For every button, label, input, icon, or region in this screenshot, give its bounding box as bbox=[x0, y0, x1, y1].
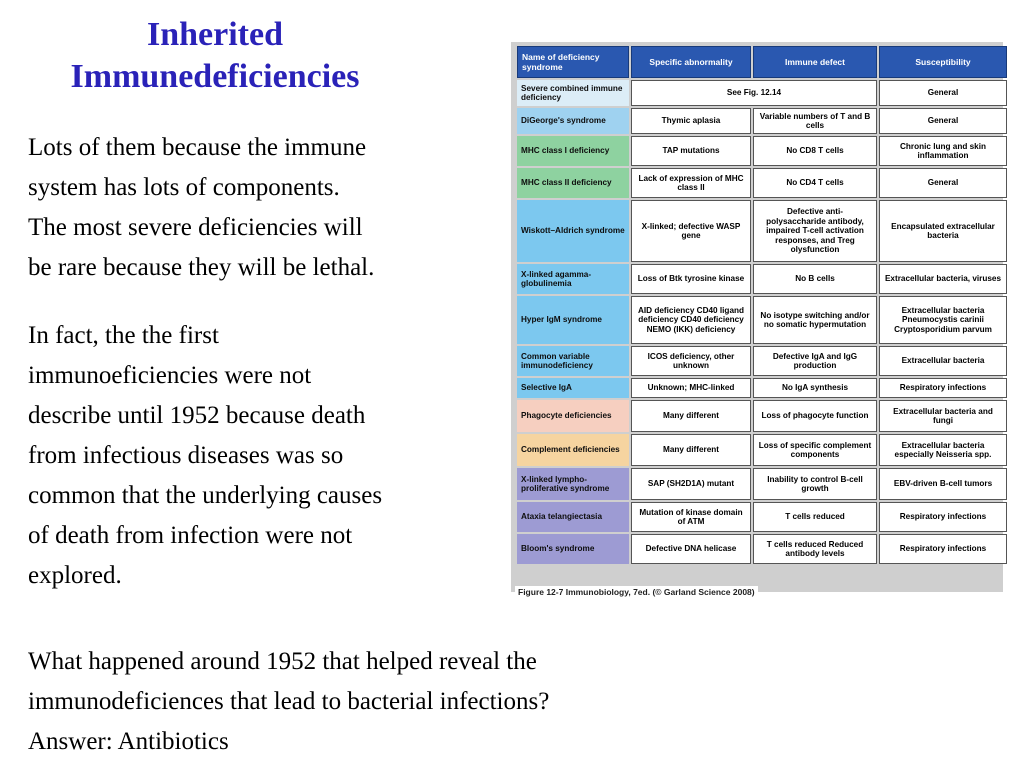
defect-cell: Loss of specific complement components bbox=[753, 434, 877, 466]
table-row bbox=[517, 534, 1007, 564]
defect-cell: Defective anti-polysaccharide antibody, impaired T-cell activation responses, and Treg olysfunction bbox=[753, 200, 877, 262]
abnormality-cell: Loss of Btk tyrosine kinase bbox=[631, 264, 751, 294]
abnormality-cell: ICOS deficiency, other unknown bbox=[631, 346, 751, 376]
question-line-2: immunodeficiences that lead to bacterial infections? bbox=[28, 688, 550, 715]
defect-cell: Variable numbers of T and B cells bbox=[753, 108, 877, 134]
paragraph-2-line: describe until 1952 because death bbox=[28, 402, 366, 429]
paragraph-2-line: of death from infection were not bbox=[28, 522, 353, 549]
header-name: Name of deficiency syndrome bbox=[517, 46, 629, 78]
question-line-1: What happened around 1952 that helped reveal the bbox=[28, 648, 537, 675]
paragraph-1-line: Lots of them because the immune bbox=[28, 134, 367, 161]
defect-cell: T cells reduced bbox=[753, 502, 877, 532]
paragraph-2-line: In fact, the the first bbox=[28, 322, 219, 349]
syndrome-name: DiGeorge's syndrome bbox=[517, 108, 629, 134]
defect-cell: Defective IgA and IgG production bbox=[753, 346, 877, 376]
slide-title bbox=[30, 14, 400, 98]
table-row bbox=[517, 378, 1007, 398]
defect-cell: Loss of phagocyte function bbox=[753, 400, 877, 432]
paragraph-1-line: system has lots of components. bbox=[28, 174, 340, 201]
abnormality-cell: Defective DNA helicase bbox=[631, 534, 751, 564]
table-row bbox=[517, 468, 1007, 500]
paragraph-2 bbox=[28, 316, 503, 596]
defect-cell: Inability to control B-cell growth bbox=[753, 468, 877, 500]
susceptibility-cell: Respiratory infections bbox=[879, 378, 1007, 398]
susceptibility-cell: Respiratory infections bbox=[879, 534, 1007, 564]
abnormality-cell: Thymic aplasia bbox=[631, 108, 751, 134]
abnormality-cell: Unknown; MHC-linked bbox=[631, 378, 751, 398]
table-row bbox=[517, 346, 1007, 376]
paragraph-1-line: The most severe deficiencies will bbox=[28, 214, 363, 241]
abnormality-cell: Mutation of kinase domain of ATM bbox=[631, 502, 751, 532]
susceptibility-cell: Extracellular bacteria, viruses bbox=[879, 264, 1007, 294]
table-row bbox=[517, 108, 1007, 134]
paragraph-2-line: common that the underlying causes bbox=[28, 482, 383, 509]
syndrome-name: Hyper IgM syndrome bbox=[517, 296, 629, 344]
table-row bbox=[517, 168, 1007, 198]
syndrome-name: Bloom's syndrome bbox=[517, 534, 629, 564]
immunodeficiency-figure bbox=[511, 42, 1003, 597]
susceptibility-cell: Extracellular bacteria bbox=[879, 346, 1007, 376]
defect-cell: No CD4 T cells bbox=[753, 168, 877, 198]
susceptibility-cell: EBV-driven B-cell tumors bbox=[879, 468, 1007, 500]
defect-cell: No B cells bbox=[753, 264, 877, 294]
table-row bbox=[517, 400, 1007, 432]
defect-cell: No CD8 T cells bbox=[753, 136, 877, 166]
table-body bbox=[517, 80, 1007, 564]
table-row bbox=[517, 136, 1007, 166]
susceptibility-cell: Respiratory infections bbox=[879, 502, 1007, 532]
syndrome-name: Complement deficiencies bbox=[517, 434, 629, 466]
susceptibility-cell: General bbox=[879, 168, 1007, 198]
syndrome-name: Severe combined immune deficiency bbox=[517, 80, 629, 106]
title-line-2: Immunedeficiencies bbox=[70, 58, 360, 95]
abnormality-cell: X-linked; defective WASP gene bbox=[631, 200, 751, 262]
table-row bbox=[517, 502, 1007, 532]
header-abnormality: Specific abnormality bbox=[631, 46, 751, 78]
header-susceptibility: Susceptibility bbox=[879, 46, 1007, 78]
abnormality-cell: TAP mutations bbox=[631, 136, 751, 166]
table-row bbox=[517, 434, 1007, 466]
defect-cell: T cells reduced Reduced antibody levels bbox=[753, 534, 877, 564]
table-row bbox=[517, 200, 1007, 262]
paragraph-1-line: be rare because they will be lethal. bbox=[28, 254, 375, 281]
abnormality-cell: SAP (SH2D1A) mutant bbox=[631, 468, 751, 500]
header-defect: Immune defect bbox=[753, 46, 877, 78]
table-row bbox=[517, 264, 1007, 294]
syndrome-name: MHC class II deficiency bbox=[517, 168, 629, 198]
syndrome-name: Wiskott–Aldrich syndrome bbox=[517, 200, 629, 262]
abnormality-cell: Lack of expression of MHC class II bbox=[631, 168, 751, 198]
susceptibility-cell: Extracellular bacteria and fungi bbox=[879, 400, 1007, 432]
abnormality-cell: Many different bbox=[631, 400, 751, 432]
table-row bbox=[517, 80, 1007, 106]
answer-line: Answer: Antibiotics bbox=[28, 728, 229, 755]
syndrome-name: Ataxia telangiectasia bbox=[517, 502, 629, 532]
table-header-row bbox=[517, 46, 1007, 78]
syndrome-name: Phagocyte deficiencies bbox=[517, 400, 629, 432]
paragraph-2-line: from infectious diseases was so bbox=[28, 442, 344, 469]
syndrome-name: X-linked lympho-proliferative syndrome bbox=[517, 468, 629, 500]
deficiency-table bbox=[515, 44, 1009, 566]
paragraph-1 bbox=[28, 128, 503, 288]
defect-cell: No isotype switching and/or no somatic hypermutation bbox=[753, 296, 877, 344]
abnormality-cell: AID deficiency CD40 ligand deficiency CD40 deficiency NEMO (IKK) deficiency bbox=[631, 296, 751, 344]
merged-cell: See Fig. 12.14 bbox=[631, 80, 877, 106]
susceptibility-cell: Extracellular bacteria especially Neisseria spp. bbox=[879, 434, 1007, 466]
susceptibility-cell: Chronic lung and skin inflammation bbox=[879, 136, 1007, 166]
paragraph-2-line: immunoeficiencies were not bbox=[28, 362, 312, 389]
susceptibility-cell: General bbox=[879, 108, 1007, 134]
abnormality-cell: Many different bbox=[631, 434, 751, 466]
figure-caption: Figure 12-7 Immunobiology, 7ed. (© Garland Science 2008) bbox=[515, 586, 758, 598]
susceptibility-cell: Extracellular bacteria Pneumocystis carinii Cryptosporidium parvum bbox=[879, 296, 1007, 344]
syndrome-name: MHC class I deficiency bbox=[517, 136, 629, 166]
paragraph-2-line: explored. bbox=[28, 562, 122, 589]
table-row bbox=[517, 296, 1007, 344]
defect-cell: No IgA synthesis bbox=[753, 378, 877, 398]
susceptibility-cell: Encapsulated extracellular bacteria bbox=[879, 200, 1007, 262]
syndrome-name: Selective IgA bbox=[517, 378, 629, 398]
syndrome-name: X-linked agamma-globulinemia bbox=[517, 264, 629, 294]
syndrome-name: Common variable immunodeficiency bbox=[517, 346, 629, 376]
title-line-1: Inherited bbox=[147, 16, 283, 53]
susceptibility-cell: General bbox=[879, 80, 1007, 106]
question-block bbox=[28, 642, 928, 762]
